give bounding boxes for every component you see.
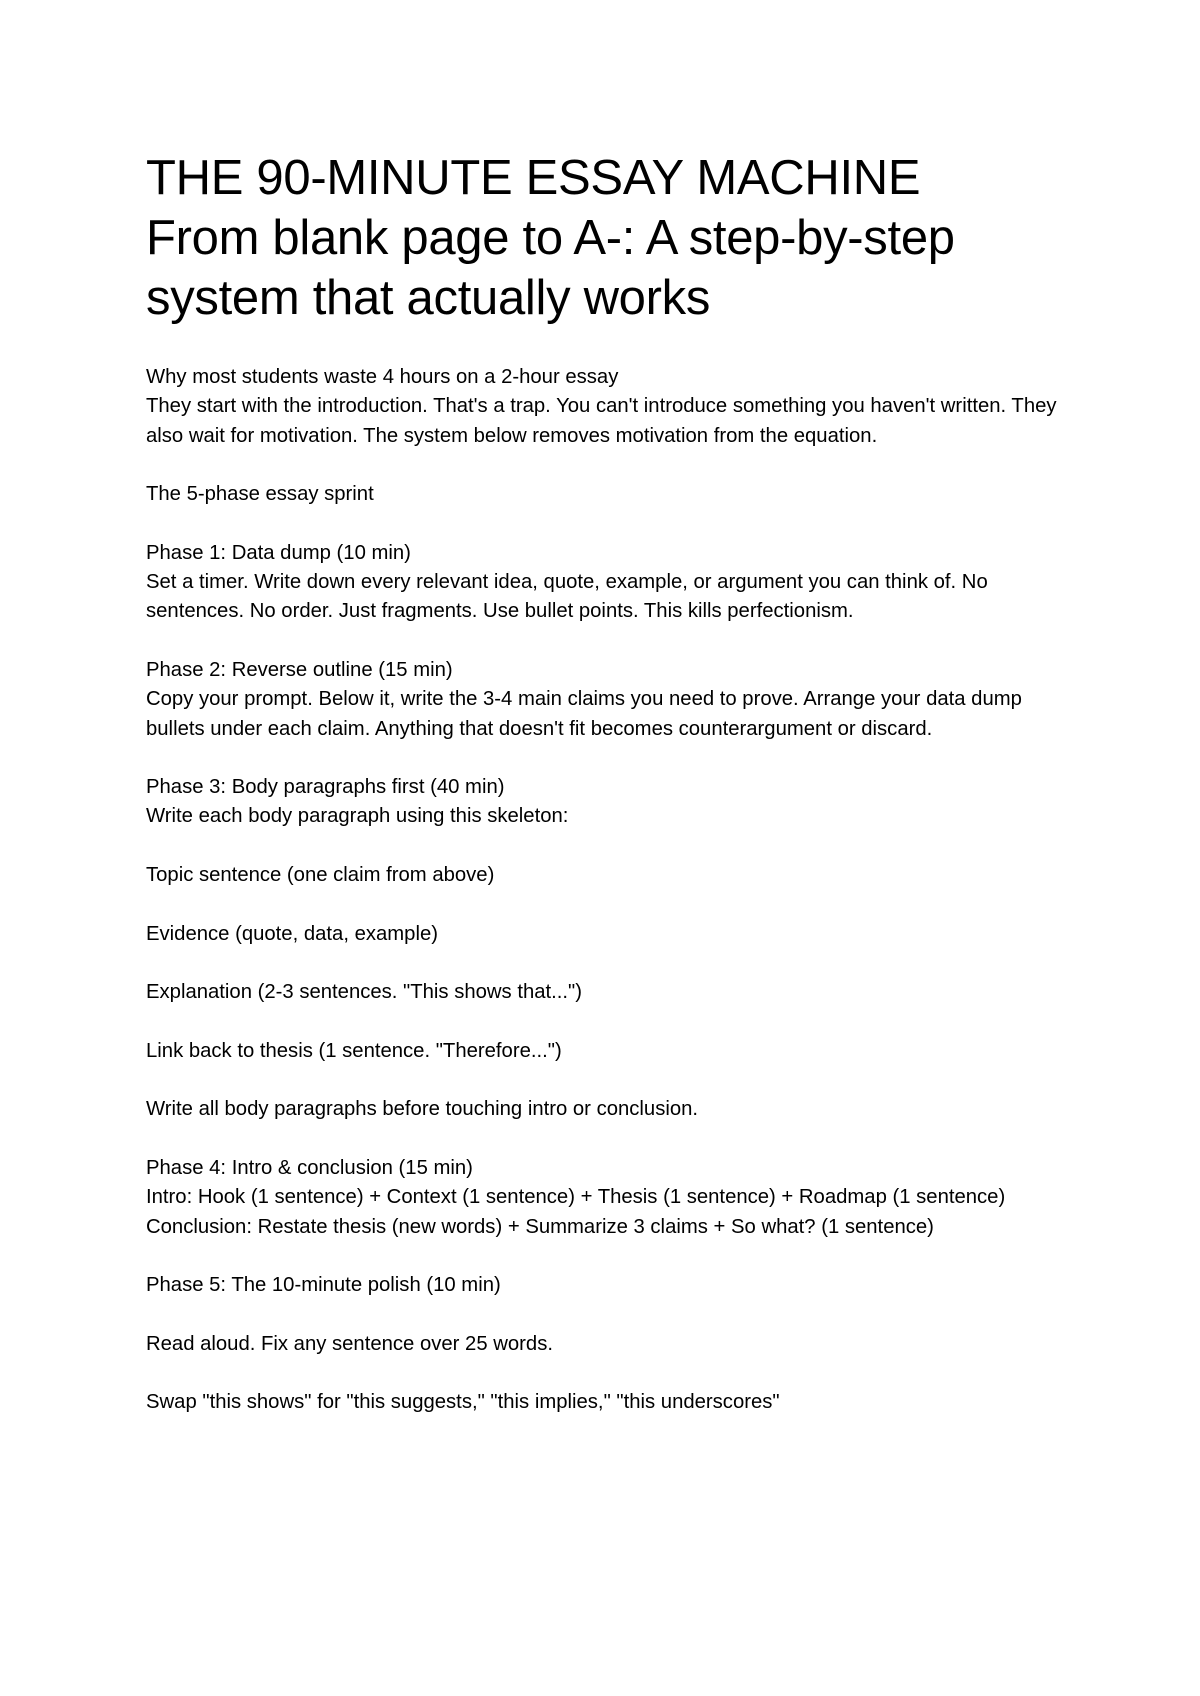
document-title <box>146 148 1076 328</box>
skeleton-item-explanation: Explanation (2-3 sentences. "This shows that...") <box>146 981 583 1004</box>
intro-text: They start with the introduction. That's a trap. You can't introduce something you haven't written. They also wait for motivation. The system below removes motivation from the equation. <box>146 395 1063 447</box>
document-body <box>146 363 1076 1418</box>
phase5-step-swap: Swap "this shows" for "this suggests," "this implies," "this underscores" <box>146 1391 780 1414</box>
title-line-1: THE 90-MINUTE ESSAY MACHINE <box>146 151 921 205</box>
intro-heading: Why most students waste 4 hours on a 2-hour essay <box>146 366 619 388</box>
document-page <box>146 148 1076 1418</box>
phase3-note: Write all body paragraphs before touching intro or conclusion. <box>146 1098 699 1121</box>
phase5-heading: Phase 5: The 10-minute polish (10 min) <box>146 1274 501 1297</box>
phase4-heading: Phase 4: Intro & conclusion (15 min) <box>146 1157 473 1180</box>
phase2-heading: Phase 2: Reverse outline (15 min) <box>146 658 453 681</box>
phase4-intro-formula: Intro: Hook (1 sentence) + Context (1 sentence) + Thesis (1 sentence) + Roadmap (1 sentence) <box>146 1186 1006 1209</box>
skeleton-item-evidence: Evidence (quote, data, example) <box>146 922 438 945</box>
title-line-3: system that actually works <box>146 271 711 325</box>
phase3-text: Write each body paragraph using this skeleton: <box>146 805 569 828</box>
phase1-heading: Phase 1: Data dump (10 min) <box>146 541 411 564</box>
phase1-text: Set a timer. Write down every relevant idea, quote, example, or argument you can think of. No sentences. No order. Just fragments. Use bullet points. This kills perfectionism. <box>146 571 994 623</box>
skeleton-item-topic: Topic sentence (one claim from above) <box>146 864 495 887</box>
phase2-text: Copy your prompt. Below it, write the 3-4 main claims you need to prove. Arrange your data dump bullets under each claim. Anything that doesn't fit becomes counterargument or discard. <box>146 688 1028 740</box>
phase3-heading: Phase 3: Body paragraphs first (40 min) <box>146 776 505 799</box>
title-line-2: From blank page to A-: A step-by-step <box>146 211 955 265</box>
skeleton-item-link: Link back to thesis (1 sentence. "Therefore...") <box>146 1039 562 1062</box>
phase5-step-read-aloud: Read aloud. Fix any sentence over 25 words. <box>146 1332 553 1355</box>
phase4-conclusion-formula: Conclusion: Restate thesis (new words) + Summarize 3 claims + So what? (1 sentence) <box>146 1215 934 1238</box>
sprint-heading: The 5-phase essay sprint <box>146 483 374 506</box>
